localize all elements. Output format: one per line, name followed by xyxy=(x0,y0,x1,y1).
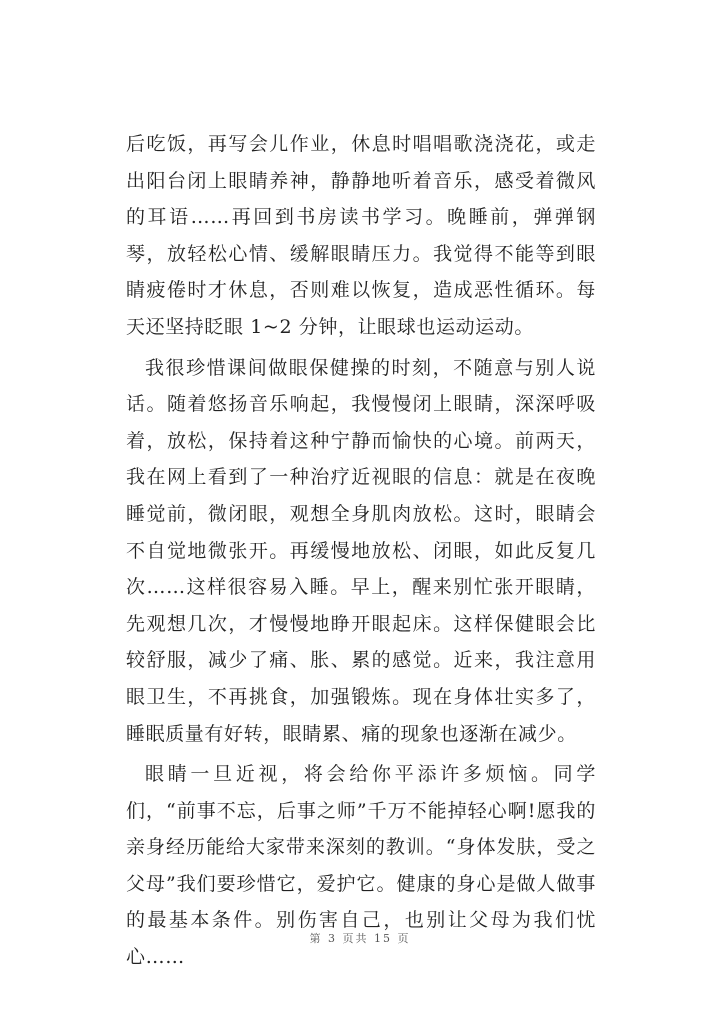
paragraph-1: 后吃饭，再写会儿作业，休息时唱唱歌浇浇花，或走出阳台闭上眼睛养神，静静地听着音乐，感受着微风的耳语……再回到书房读书学习。晚睡前，弹弹钢琴，放轻松心情、缓解眼睛压力。我觉得不能等到眼睛疲倦时才休息，否则难以恢复，造成恶性循环。每天还坚持眨眼 1~2 分钟，让眼球也运动运动。 xyxy=(126,133,596,338)
paragraph-2: 我很珍惜课间做眼保健操的时刻，不随意与别人说话。随着悠扬音乐响起，我慢慢闭上眼睛，深深呼吸着，放松，保持着这种宁静而愉快的心境。前两天，我在网上看到了一种治疗近视眼的信息：就是在夜晚睡觉前，微闭眼，观想全身肌肉放松。这时，眼睛会不自觉地微张开。再缓慢地放松、闭眼，如此反复几次……这样很容易入睡。早上，醒来别忙张开眼睛，先观想几次，才慢慢地睁开眼起床。这样保健眼会比较舒服，减少了痛、胀、累的感觉。近来，我注意用眼卫生，不再挑食，加强锻炼。现在身体壮实多了，睡眠质量有好转，眼睛累、痛的现象也逐渐在减少。 xyxy=(126,356,596,745)
document-body xyxy=(126,126,596,976)
paragraph-3: 眼睛一旦近视，将会给你平添许多烦恼。同学们，“前事不忘，后事之师”千万不能掉轻心啊!愿我的亲身经历能给大家带来深刻的教训。“身体发肤，受之父母”我们要珍惜它，爱护它。健康的身心是做人做事的最基本条件。别伤害自己，也别让父母为我们忧心…… xyxy=(126,763,596,969)
page-number-label: 第 3 页共 15 页 xyxy=(309,932,411,945)
page-footer xyxy=(0,930,720,946)
